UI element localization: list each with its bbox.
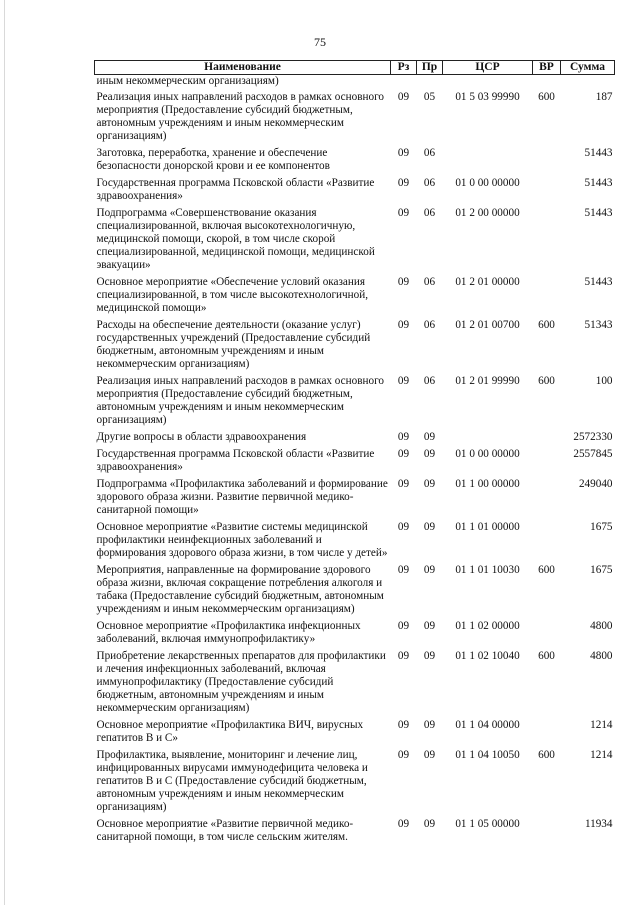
cell-name: Государственная программа Псковской области «Развитие здравоохранения» [96, 448, 375, 473]
table-row [95, 206, 615, 275]
cell-sum: 4800 [590, 650, 613, 662]
cell-vr [533, 817, 561, 847]
cell-sum: 2572330 [573, 431, 613, 443]
table-row [95, 477, 615, 520]
cell-sum: 100 [595, 375, 613, 387]
cell-name: Профилактика, выявление, мониторинг и лечение лиц, инфицированных вирусами иммунодефицита человека и гепатитов В и С (Предоставление субсидий бюджетным, автономным учреждениям и иным некоммерческим организациям) [96, 749, 368, 813]
table-row [95, 90, 615, 146]
cell-name: Заготовка, переработка, хранение и обеспечение безопасности донорской крови и ее компонентов [96, 147, 330, 172]
cell-sum: 51443 [584, 276, 613, 288]
header-sum: Сумма [561, 61, 615, 75]
cell-pr: 09 [423, 478, 436, 490]
table-row [95, 817, 615, 847]
cell-rz: 09 [397, 207, 410, 219]
cell-sum: 51443 [584, 177, 613, 189]
cell-csr: 01 2 01 99990 [455, 375, 520, 387]
cell-name: Основное мероприятие «Профилактика инфекционных заболеваний, включая иммунопрофилактику» [96, 620, 361, 645]
cell-name: Расходы на обеспечение деятельности (оказание услуг) государственных учреждений (Предоставление субсидий бюджетным, автономным учреждениям и иным некоммерческим организациям) [96, 319, 371, 370]
cell-vr [533, 75, 561, 91]
cell-pr: 09 [423, 564, 436, 576]
cell-vr: 600 [538, 319, 555, 331]
table-row [95, 748, 615, 817]
cell-rz: 09 [397, 375, 410, 387]
table-row [95, 619, 615, 649]
cell-csr: 01 1 05 00000 [455, 818, 520, 830]
cell-sum: 187 [595, 91, 613, 103]
cell-sum [561, 75, 615, 91]
cell-sum: 2557845 [573, 448, 613, 460]
cell-pr: 09 [423, 431, 436, 443]
cell-sum: 1675 [590, 521, 613, 533]
cell-vr: 600 [538, 91, 555, 103]
cell-csr: 01 2 00 00000 [455, 207, 520, 219]
table-row [95, 374, 615, 430]
cell-pr: 06 [423, 177, 436, 189]
cell-vr [533, 176, 561, 206]
cell-name: Мероприятия, направленные на формирование здорового образа жизни, включая сокращение потребления алкоголя и табака (Предоставление субсидий бюджетным, автономным учреждениям и иным некоммерческим организациям) [96, 564, 384, 615]
header-name: Наименование [95, 61, 391, 75]
cell-rz: 09 [397, 91, 410, 103]
cell-sum: 11934 [584, 818, 613, 830]
cell-vr [533, 146, 561, 176]
cell-vr [533, 206, 561, 275]
cell-rz: 09 [397, 749, 410, 761]
cell-name: Основное мероприятие «Профилактика ВИЧ, вирусных гепатитов В и С» [96, 719, 364, 744]
cell-rz: 09 [397, 177, 410, 189]
cell-name: Приобретение лекарственных препаратов для профилактики и лечения инфекционных заболеваний, включая иммунопрофилактику (Предоставление субсидий бюджетным, автономным учреждениям и иным некоммерческим организациям) [96, 650, 386, 714]
cell-rz: 09 [397, 719, 410, 731]
table-row [95, 563, 615, 619]
cell-name: Другие вопросы в области здравоохранения [96, 431, 307, 443]
table-row [95, 146, 615, 176]
cell-pr: 06 [423, 319, 436, 331]
table-row [95, 318, 615, 374]
cell-pr [417, 75, 443, 91]
cell-pr: 09 [423, 448, 436, 460]
cell-sum: 51443 [584, 147, 613, 159]
cell-rz [391, 75, 417, 91]
cell-csr [443, 75, 533, 91]
cell-pr: 09 [423, 521, 436, 533]
cell-pr: 09 [423, 650, 436, 662]
cell-sum: 51443 [584, 207, 613, 219]
cell-vr: 600 [538, 650, 555, 662]
page-number: 75 [314, 35, 326, 49]
cell-vr [533, 619, 561, 649]
cell-vr: 600 [538, 749, 555, 761]
table-row [95, 75, 615, 91]
cell-name: Государственная программа Псковской области «Развитие здравоохранения» [96, 177, 375, 202]
cell-rz: 09 [397, 818, 410, 830]
cell-csr: 01 0 00 00000 [455, 448, 520, 460]
cell-csr: 01 2 01 00000 [455, 276, 520, 288]
cell-csr [443, 146, 533, 176]
cell-sum: 1675 [590, 564, 613, 576]
cell-rz: 09 [397, 431, 410, 443]
cell-name: Реализация иных направлений расходов в рамках основного мероприятия (Предоставление субсидий бюджетным, автономным учреждениям и иным некоммерческим организациям) [96, 375, 384, 426]
header-csr: ЦСР [443, 61, 533, 75]
cell-name: Основное мероприятие «Развитие первичной медико-санитарной помощи, в том числе сельским жителям. [96, 818, 354, 843]
cell-rz: 09 [397, 147, 410, 159]
cell-rz: 09 [397, 521, 410, 533]
header-pr: Пр [417, 61, 443, 75]
header-vr: ВР [533, 61, 561, 75]
table-row [95, 430, 615, 447]
cell-rz: 09 [397, 319, 410, 331]
cell-csr [443, 430, 533, 447]
cell-name: Основное мероприятие «Обеспечение условий оказания специализированной, в том числе высокотехнологичной, медицинской помощи» [96, 276, 369, 314]
cell-csr: 01 0 00 00000 [455, 177, 520, 189]
cell-rz: 09 [397, 478, 410, 490]
cell-rz: 09 [397, 564, 410, 576]
cell-pr: 09 [423, 719, 436, 731]
cell-csr: 01 1 04 10050 [455, 749, 520, 761]
cell-sum: 1214 [590, 719, 613, 731]
cell-pr: 09 [423, 818, 436, 830]
budget-table [94, 60, 615, 847]
cell-vr: 600 [538, 375, 555, 387]
scan-edge-line [4, 0, 5, 905]
cell-vr [533, 718, 561, 748]
cell-sum: 249040 [578, 478, 613, 490]
cell-vr: 600 [538, 564, 555, 576]
cell-sum: 1214 [590, 749, 613, 761]
cell-vr [533, 430, 561, 447]
cell-vr [533, 477, 561, 520]
cell-pr: 05 [423, 91, 436, 103]
cell-pr: 06 [423, 147, 436, 159]
cell-name: Подпрограмма «Совершенствование оказания специализированной, включая высокотехнологичную, медицинской помощи, скорой, в том числе скорой специализированной, медицинской помощи, медицинской эвакуации» [96, 207, 375, 271]
table-header [95, 61, 615, 75]
cell-csr: 01 5 03 99990 [455, 91, 520, 103]
cell-pr: 06 [423, 276, 436, 288]
cell-csr: 01 1 00 00000 [455, 478, 520, 490]
cell-sum: 51343 [584, 319, 613, 331]
table-row [95, 718, 615, 748]
cell-csr: 01 1 04 00000 [455, 719, 520, 731]
table-body [95, 75, 615, 848]
cell-pr: 09 [423, 620, 436, 632]
table-row [95, 520, 615, 563]
cell-pr: 06 [423, 207, 436, 219]
table-row [95, 649, 615, 718]
cell-name: Подпрограмма «Профилактика заболеваний и формирование здорового образа жизни. Развитие первичной медико-санитарной помощи» [96, 478, 388, 516]
cell-csr: 01 1 02 10040 [455, 650, 520, 662]
cell-vr [533, 520, 561, 563]
cell-pr: 06 [423, 375, 436, 387]
cell-csr: 01 1 01 10030 [455, 564, 520, 576]
cell-vr [533, 447, 561, 477]
cell-pr: 09 [423, 749, 436, 761]
table-row [95, 447, 615, 477]
cell-name: Основное мероприятие «Развитие системы медицинской профилактики неинфекционных заболеваний и формирования здорового образа жизни, в том числе у детей» [96, 521, 388, 559]
cell-rz: 09 [397, 620, 410, 632]
cell-csr: 01 1 01 00000 [455, 521, 520, 533]
cell-rz: 09 [397, 276, 410, 288]
cell-rz: 09 [397, 448, 410, 460]
cell-vr [533, 275, 561, 318]
cell-rz: 09 [397, 650, 410, 662]
cell-csr: 01 1 02 00000 [455, 620, 520, 632]
cell-csr: 01 2 01 00700 [455, 319, 520, 331]
header-rz: Рз [391, 61, 417, 75]
table-row [95, 275, 615, 318]
cell-name: иным некоммерческим организациям) [96, 75, 279, 87]
cell-sum: 4800 [590, 620, 613, 632]
cell-name: Реализация иных направлений расходов в рамках основного мероприятия (Предоставление субсидий бюджетным, автономным учреждениям и иным некоммерческим организациям) [96, 91, 384, 142]
table-row [95, 176, 615, 206]
